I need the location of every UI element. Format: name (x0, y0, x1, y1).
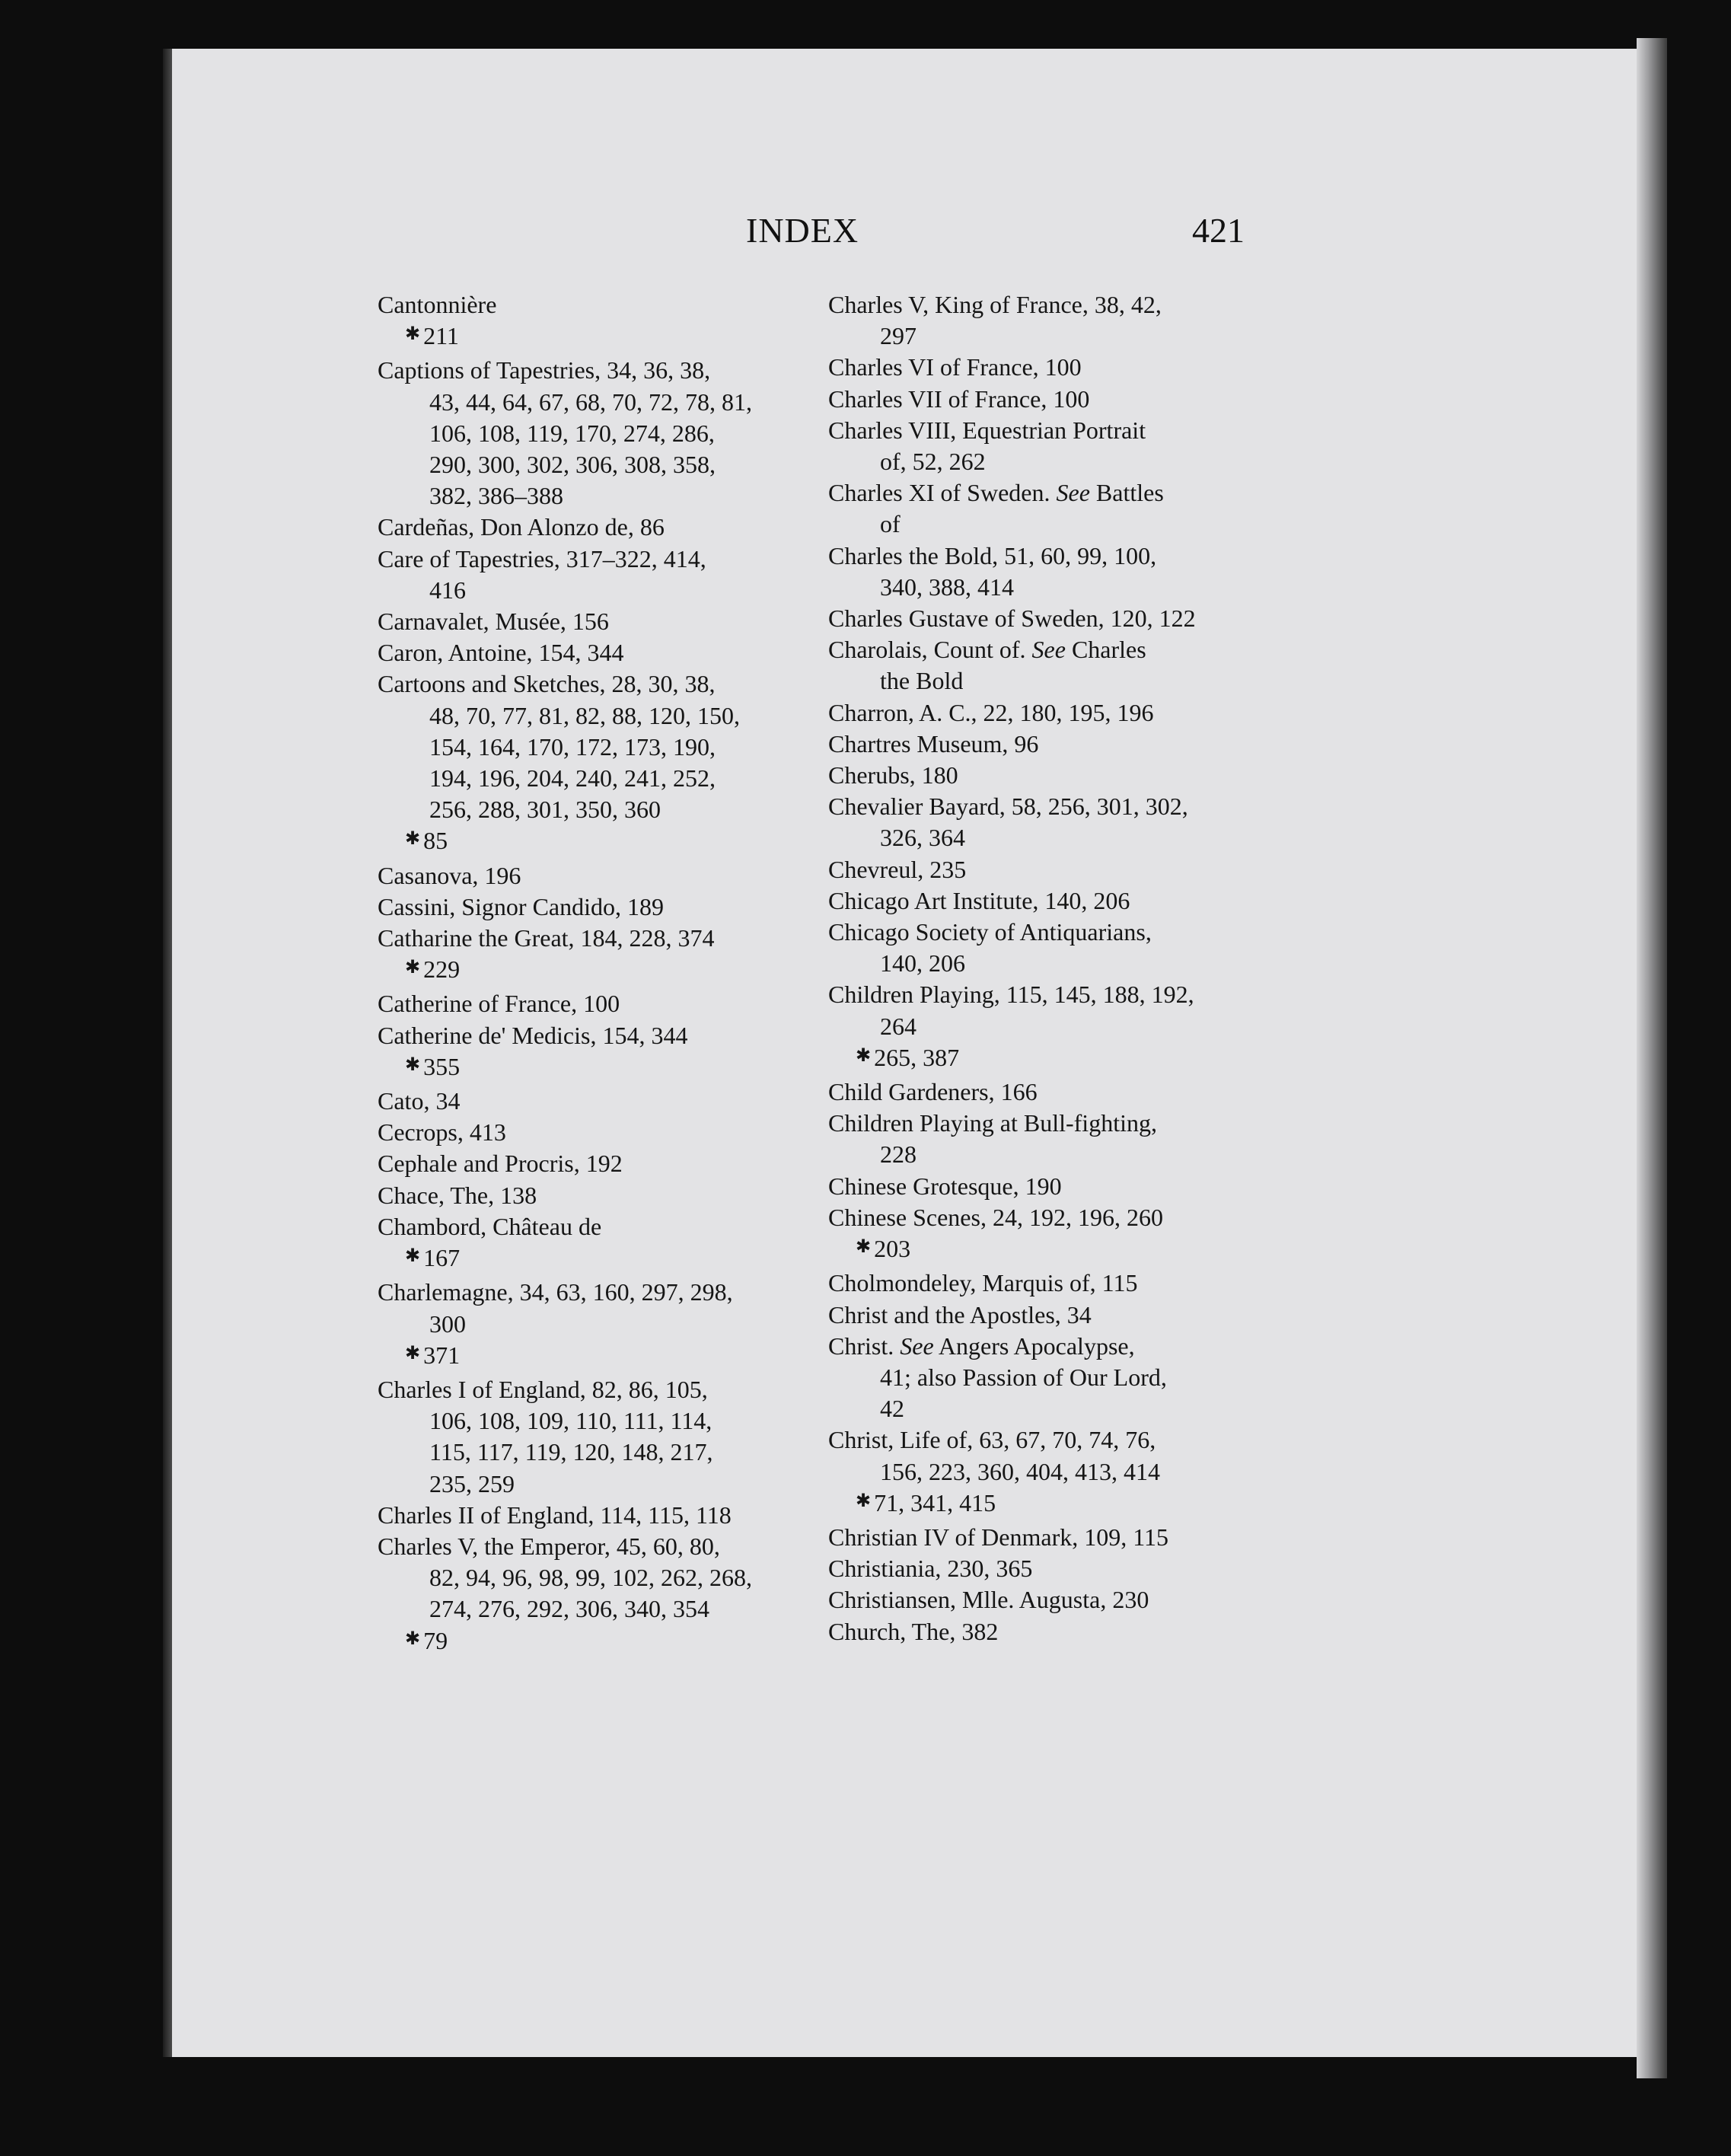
asterisk-icon: ✱ (405, 1054, 421, 1075)
index-entry: Charles VIII, Equestrian Portrait (828, 416, 1146, 444)
running-header: INDEX (746, 211, 859, 250)
index-entry: Christiania, 230, 365 (828, 1555, 1033, 1583)
index-entry: Christiansen, Mlle. Augusta, 230 (828, 1586, 1149, 1614)
see-reference: See (1056, 479, 1090, 507)
entry-text: Christ. (828, 1332, 901, 1360)
index-entry (828, 477, 1245, 509)
index-entry: Charles VII of France, 100 (828, 384, 1090, 413)
index-entry: Chinese Grotesque, 190 (828, 1172, 1062, 1200)
illustration-reference (828, 1488, 1245, 1522)
illustration-reference (378, 321, 795, 355)
asterisk-icon: ✱ (856, 1491, 872, 1511)
index-entry: Charles V, the Emperor, 45, 60, 80, (378, 1532, 720, 1560)
illustration-pages: 371 (423, 1341, 461, 1369)
index-entry: Cassini, Signor Candido, 189 (378, 892, 665, 920)
index-entry-continuation: the Bold (880, 667, 964, 695)
index-entry: Child Gardeners, 166 (828, 1078, 1038, 1106)
index-entry: Children Playing at Bull-fighting, (828, 1109, 1157, 1137)
index-entry: Cholmondeley, Marquis of, 115 (828, 1269, 1138, 1297)
index-entry: Cantonnière (378, 291, 497, 318)
index-entry-continuation: 194, 196, 204, 240, 241, 252, (429, 764, 716, 793)
index-entry: Cecrops, 413 (378, 1118, 506, 1147)
index-entry-continuation: 326, 364 (880, 824, 965, 852)
illustration-pages: 85 (423, 827, 448, 855)
index-entry-continuation: of, 52, 262 (880, 448, 986, 476)
index-entry-continuation: 82, 94, 96, 98, 99, 102, 262, 268, (429, 1564, 752, 1592)
index-entry-continuation: 297 (880, 322, 917, 350)
index-entry-continuation: 340, 388, 414 (880, 572, 1014, 601)
index-entry: Christ and the Apostles, 34 (828, 1300, 1092, 1328)
index-entry: Cherubs, 180 (828, 761, 958, 789)
illustration-pages: 71, 341, 415 (874, 1488, 996, 1517)
illustration-pages: 265, 387 (874, 1043, 960, 1071)
index-entry: Catherine of France, 100 (378, 990, 620, 1018)
index-entry-continuation: 274, 276, 292, 306, 340, 354 (429, 1595, 709, 1623)
asterisk-icon: ✱ (405, 958, 421, 978)
entry-text: Charolais, Count of. (828, 636, 1032, 664)
index-entry-continuation: 48, 70, 77, 81, 82, 88, 120, 150, (429, 701, 740, 729)
asterisk-icon: ✱ (856, 1237, 872, 1258)
page-edge (1637, 38, 1667, 2078)
index-entry-continuation: 156, 223, 360, 404, 413, 414 (880, 1457, 1160, 1485)
illustration-pages: 229 (423, 955, 461, 984)
illustration-reference (828, 1042, 1245, 1076)
index-entry: Chevreul, 235 (828, 855, 967, 883)
index-entry: Cephale and Procris, 192 (378, 1150, 623, 1178)
illustration-pages: 167 (423, 1244, 461, 1272)
asterisk-icon: ✱ (856, 1045, 872, 1066)
index-entry-continuation: 256, 288, 301, 350, 360 (429, 796, 661, 824)
index-entry-continuation: 300 (429, 1309, 466, 1338)
index-entry: Captions of Tapestries, 34, 36, 38, (378, 356, 711, 384)
index-entry-continuation: 416 (429, 576, 466, 604)
index-entry: Children Playing, 115, 145, 188, 192, (828, 981, 1194, 1009)
index-entry: Catharine the Great, 184, 228, 374 (378, 924, 715, 952)
index-entry: Christian IV of Denmark, 109, 115 (828, 1523, 1169, 1551)
index-entry: Chartres Museum, 96 (828, 729, 1039, 757)
illustration-reference (378, 1625, 795, 1660)
index-entry-continuation: 106, 108, 119, 170, 274, 286, (429, 419, 715, 447)
index-entry: Caron, Antoine, 154, 344 (378, 639, 624, 667)
index-entry: Cartoons and Sketches, 28, 30, 38, (378, 670, 716, 698)
page-number: 421 (1192, 211, 1245, 250)
illustration-reference (378, 954, 795, 988)
illustration-pages: 211 (423, 322, 459, 350)
index-entry-continuation: 41; also Passion of Our Lord, (880, 1363, 1167, 1391)
illustration-reference (828, 1233, 1245, 1268)
see-reference: See (900, 1332, 934, 1360)
asterisk-icon: ✱ (405, 829, 421, 850)
index-entry (828, 634, 1245, 665)
index-entry: Charles II of England, 114, 115, 118 (378, 1501, 732, 1529)
asterisk-icon: ✱ (405, 1628, 421, 1649)
index-entry-continuation: 290, 300, 302, 306, 308, 358, (429, 451, 716, 479)
index-entry: Chinese Scenes, 24, 192, 196, 260 (828, 1203, 1163, 1231)
asterisk-icon: ✱ (405, 1343, 421, 1363)
index-entry: Charron, A. C., 22, 180, 195, 196 (828, 698, 1154, 726)
entry-text-after: Battles (1089, 479, 1164, 507)
index-entry-continuation: 43, 44, 64, 67, 68, 70, 72, 78, 81, (429, 388, 752, 416)
index-entry: Casanova, 196 (378, 861, 521, 889)
entry-text-after: Charles (1065, 636, 1146, 664)
index-entry-continuation: 115, 117, 119, 120, 148, 217, (429, 1438, 713, 1466)
index-entry (828, 1331, 1245, 1362)
index-entry-continuation: 228 (880, 1140, 917, 1169)
illustration-reference (378, 1051, 795, 1086)
index-entry: Chevalier Bayard, 58, 256, 301, 302, (828, 793, 1188, 821)
index-entry-continuation: of (880, 510, 901, 538)
index-entry: Catherine de' Medicis, 154, 344 (378, 1021, 688, 1049)
asterisk-icon: ✱ (405, 1246, 421, 1267)
index-entry-continuation: 264 (880, 1012, 917, 1040)
entry-text-after: Angers Apocalypse, (933, 1332, 1135, 1360)
index-entry: Chambord, Château de (378, 1212, 602, 1240)
illustration-reference (378, 825, 795, 860)
index-entry: Care of Tapestries, 317–322, 414, (378, 544, 706, 572)
index-entry: Cardeñas, Don Alonzo de, 86 (378, 513, 665, 541)
index-entry-continuation: 42 (880, 1395, 904, 1423)
index-entry-continuation: 382, 386–388 (429, 482, 563, 510)
index-entry: Charles V, King of France, 38, 42, (828, 291, 1162, 318)
index-entry: Christ, Life of, 63, 67, 70, 74, 76, (828, 1426, 1156, 1454)
index-entry: Chicago Society of Antiquarians, (828, 918, 1152, 946)
index-entry: Charlemagne, 34, 63, 160, 297, 298, (378, 1278, 733, 1306)
asterisk-icon: ✱ (405, 324, 421, 345)
illustration-pages: 355 (423, 1052, 461, 1080)
index-entry-continuation: 140, 206 (880, 949, 965, 978)
illustration-reference (378, 1242, 795, 1277)
see-reference: See (1031, 636, 1066, 664)
illustration-reference (378, 1340, 795, 1374)
index-entry: Chicago Art Institute, 140, 206 (828, 886, 1130, 914)
index-entry: Cato, 34 (378, 1087, 461, 1115)
index-column-left (378, 289, 795, 1660)
index-entry: Chace, The, 138 (378, 1181, 537, 1209)
index-entry: Charles VI of France, 100 (828, 353, 1082, 381)
index-entry-continuation: 106, 108, 109, 110, 111, 114, (429, 1407, 712, 1435)
index-entry: Carnavalet, Musée, 156 (378, 608, 609, 636)
index-entry: Charles Gustave of Sweden, 120, 122 (828, 604, 1196, 633)
illustration-pages: 203 (874, 1235, 911, 1263)
index-entry: Charles I of England, 82, 86, 105, (378, 1375, 708, 1403)
index-entry: Church, The, 382 (828, 1617, 999, 1645)
index-entry-continuation: 154, 164, 170, 172, 173, 190, (429, 732, 716, 761)
index-column-right (828, 289, 1245, 1647)
index-entry-continuation: 235, 259 (429, 1469, 515, 1497)
entry-text: Charles XI of Sweden. (828, 479, 1057, 507)
illustration-pages: 79 (423, 1626, 448, 1654)
index-entry: Charles the Bold, 51, 60, 99, 100, (828, 541, 1157, 569)
